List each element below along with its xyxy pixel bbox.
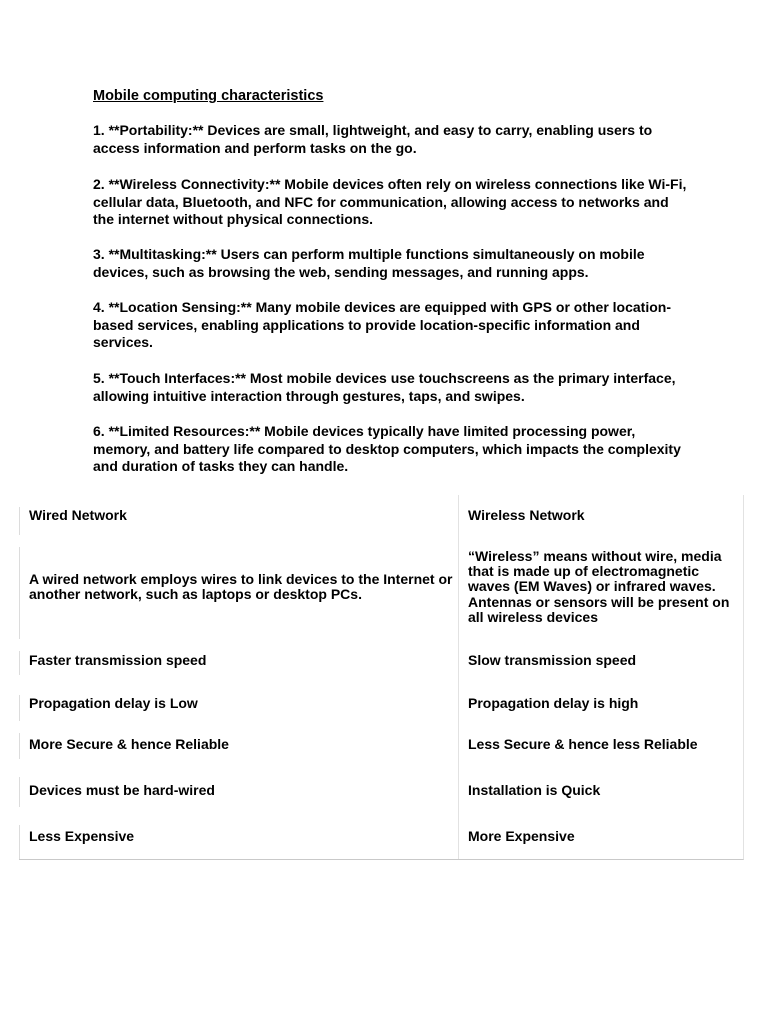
comparison-table (19, 495, 744, 860)
header-wireless-network: Wireless Network (468, 507, 585, 523)
wired-speed: Faster transmission speed (29, 652, 207, 668)
characteristic-location-sensing: 4. **Location Sensing:** Many mobile devices are equipped with GPS or other location-based services, enabling applications to provide location-specific information and services. (93, 299, 671, 351)
table-row (19, 688, 743, 728)
wireless-propagation-delay: Propagation delay is high (468, 695, 639, 711)
table-row (19, 547, 743, 639)
wireless-security: Less Secure & hence less Reliable (468, 736, 698, 752)
wired-definition: A wired network employs wires to link devices to the Internet or another network, such as laptops or desktop PCs. (29, 571, 453, 603)
characteristic-touch-interfaces: 5. **Touch Interfaces:** Most mobile devices use touchscreens as the primary interface, allowing intuitive interaction through gestures, taps, and swipes. (93, 370, 676, 404)
wired-security: More Secure & hence Reliable (29, 736, 229, 752)
table-row (19, 729, 743, 769)
characteristic-wireless-connectivity: 2. **Wireless Connectivity:** Mobile devices often rely on wireless connections like Wi-Fi, cellular data, Bluetooth, and NFC for communication, allowing access to networks and the internet without physical connections. (93, 176, 687, 228)
table-row (19, 775, 743, 815)
wired-propagation-delay: Propagation delay is Low (29, 695, 198, 711)
wireless-definition: “Wireless” means without wire, media that is made up of electromagnetic waves (EM Waves) or infrared waves. Antennas or sensors will be present on all wireless devices (468, 548, 730, 625)
header-wired-network: Wired Network (29, 507, 127, 523)
wireless-speed: Slow transmission speed (468, 652, 637, 668)
characteristic-limited-resources: 6. **Limited Resources:** Mobile devices typically have limited processing power, memory, and battery life compared to desktop computers, which impacts the complexity and duration of tasks they can handle. (93, 423, 681, 475)
wired-cost: Less Expensive (29, 828, 135, 844)
characteristic-portability: 1. **Portability:** Devices are small, lightweight, and easy to carry, enabling users to access information and perform tasks on the go. (93, 122, 653, 156)
wired-installation: Devices must be hard-wired (29, 782, 215, 798)
table-row (19, 645, 743, 685)
table-row (19, 822, 743, 859)
wireless-cost: More Expensive (468, 828, 575, 844)
table-header-row (19, 495, 743, 539)
wireless-installation: Installation is Quick (468, 782, 601, 798)
document-title: Mobile computing characteristics (93, 88, 324, 104)
characteristic-multitasking: 3. **Multitasking:** Users can perform multiple functions simultaneously on mobile devices, such as browsing the web, sending messages, and running apps. (93, 246, 645, 280)
